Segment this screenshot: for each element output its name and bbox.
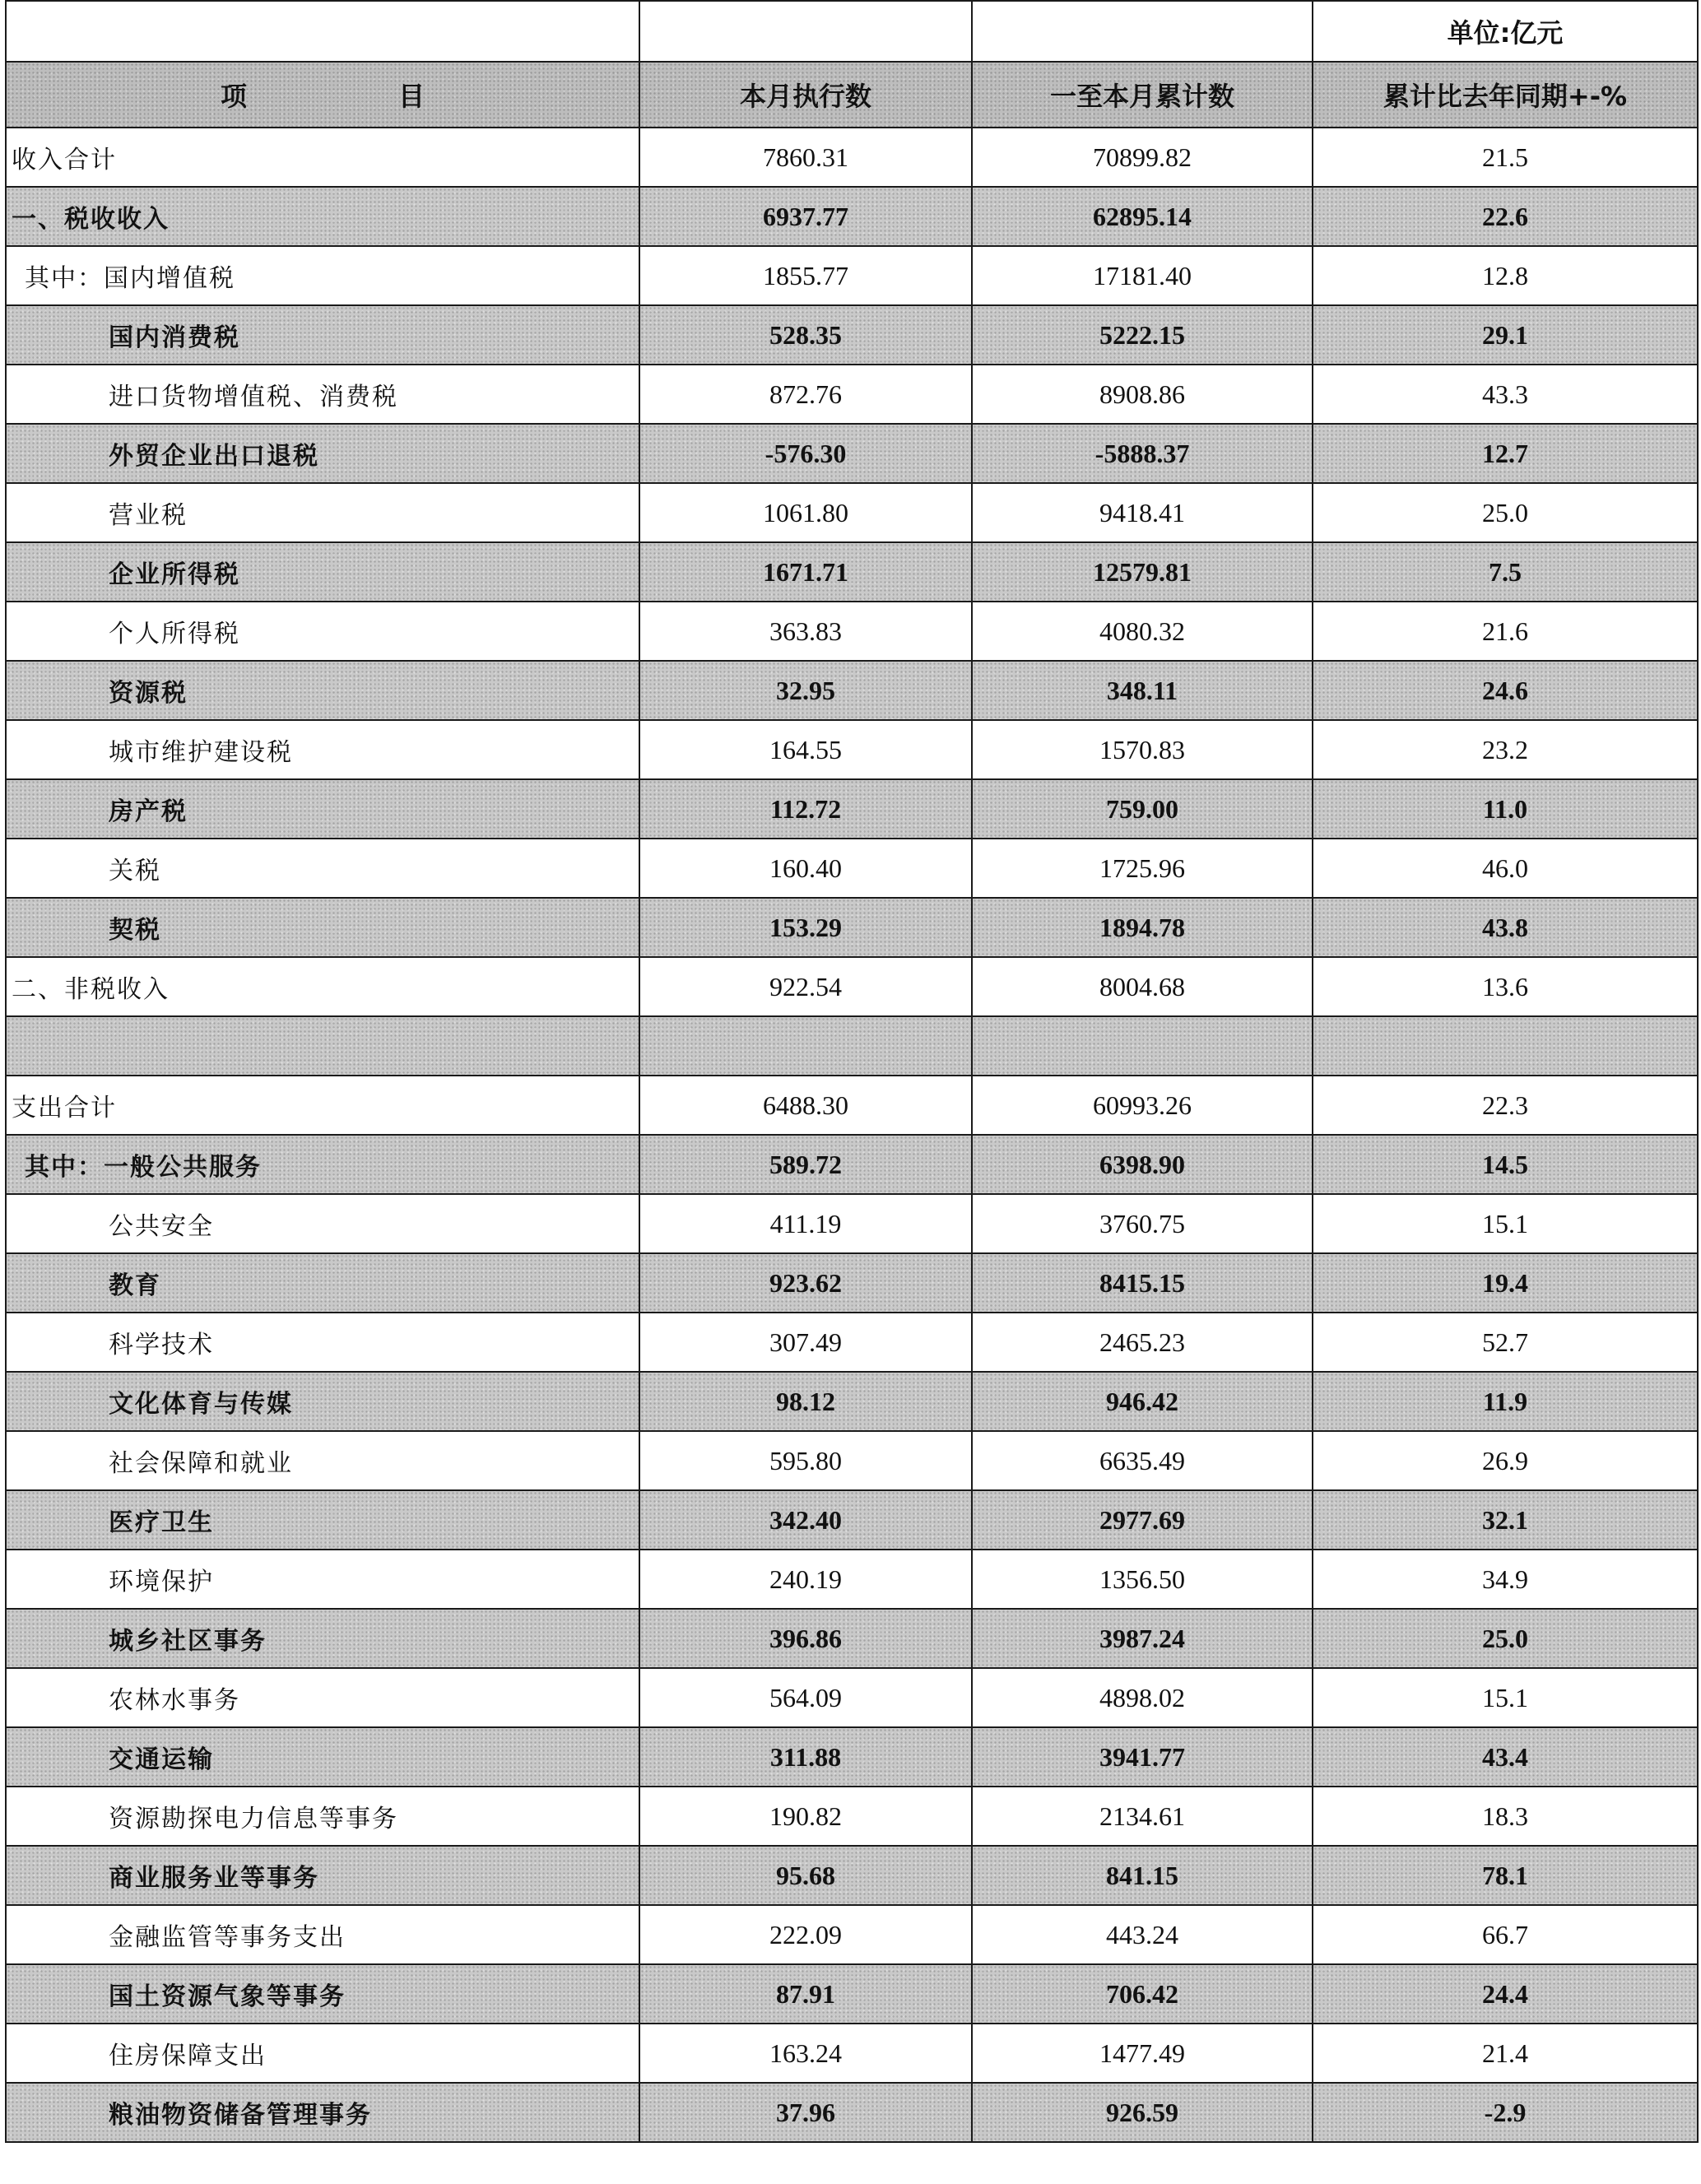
row-label xyxy=(6,1076,639,1135)
row-label-text: 公共安全 xyxy=(109,1212,214,1241)
row-yoy-value: 78.1 xyxy=(1313,1846,1698,1905)
table-row xyxy=(6,246,1698,305)
row-cumulative-value: 946.42 xyxy=(972,1372,1313,1431)
row-label xyxy=(6,365,639,424)
row-cumulative-value: 2977.69 xyxy=(972,1490,1313,1550)
row-label-text: 农林水事务 xyxy=(109,1686,240,1715)
row-month-value: 1671.71 xyxy=(639,542,972,602)
row-month-value: 190.82 xyxy=(639,1787,972,1846)
row-month-value: 112.72 xyxy=(639,779,972,839)
row-month-value: 922.54 xyxy=(639,957,972,1016)
row-yoy-value: 7.5 xyxy=(1313,542,1698,602)
row-cumulative-value: 1570.83 xyxy=(972,720,1313,779)
row-month-value: 307.49 xyxy=(639,1313,972,1372)
row-yoy-value: 32.1 xyxy=(1313,1490,1698,1550)
row-yoy-value: 26.9 xyxy=(1313,1431,1698,1490)
row-yoy-value: 34.9 xyxy=(1313,1550,1698,1609)
row-label-text: 城市维护建设税 xyxy=(109,738,293,767)
fiscal-report-page xyxy=(5,0,1697,2143)
row-yoy-value: 12.8 xyxy=(1313,246,1698,305)
row-label-text: 其中：国内增值税 xyxy=(25,264,235,293)
row-month-value: 595.80 xyxy=(639,1431,972,1490)
row-yoy-value: 22.3 xyxy=(1313,1076,1698,1135)
row-yoy-value: 43.3 xyxy=(1313,365,1698,424)
row-yoy-value: 11.9 xyxy=(1313,1372,1698,1431)
row-label-text: 国土资源气象等事务 xyxy=(109,1982,346,2011)
row-label-text: 社会保障和就业 xyxy=(109,1449,293,1478)
row-month-value: 7860.31 xyxy=(639,128,972,187)
row-label xyxy=(6,1727,639,1787)
header-item-text: 项 目 xyxy=(220,81,458,112)
row-label-text: 金融监管等事务支出 xyxy=(109,1923,346,1952)
table-row xyxy=(6,305,1698,365)
row-label xyxy=(6,720,639,779)
row-label-text: 文化体育与传媒 xyxy=(109,1390,293,1419)
row-month-value: 240.19 xyxy=(639,1550,972,1609)
unit-row-blank-1 xyxy=(6,1,639,62)
table-row xyxy=(6,1135,1698,1194)
row-cumulative-value: 348.11 xyxy=(972,661,1313,720)
row-cumulative-value: 3760.75 xyxy=(972,1194,1313,1253)
header-month: 本月执行数 xyxy=(639,62,972,128)
table-row xyxy=(6,1609,1698,1668)
row-month-value: 153.29 xyxy=(639,898,972,957)
row-cumulative-value: 6635.49 xyxy=(972,1431,1313,1490)
row-cumulative-value: 62895.14 xyxy=(972,187,1313,246)
row-cumulative-value: 2465.23 xyxy=(972,1313,1313,1372)
table-row xyxy=(6,2024,1698,2083)
row-yoy-value: 21.6 xyxy=(1313,602,1698,661)
row-label-text: 商业服务业等事务 xyxy=(109,1864,319,1893)
row-month-value: 98.12 xyxy=(639,1372,972,1431)
row-month-value: 363.83 xyxy=(639,602,972,661)
row-cumulative-value: -5888.37 xyxy=(972,424,1313,483)
row-yoy-value: 46.0 xyxy=(1313,839,1698,898)
table-row xyxy=(6,602,1698,661)
row-label-text: 城乡社区事务 xyxy=(109,1627,267,1656)
row-cumulative-value: 4898.02 xyxy=(972,1668,1313,1727)
row-label xyxy=(6,1668,639,1727)
table-row xyxy=(6,1194,1698,1253)
row-cumulative-value: 2134.61 xyxy=(972,1787,1313,1846)
row-label-text: 营业税 xyxy=(109,501,188,530)
table-row xyxy=(6,365,1698,424)
row-cumulative-value: 443.24 xyxy=(972,1905,1313,1964)
table-row xyxy=(6,1431,1698,1490)
row-label-text: 资源税 xyxy=(109,679,188,708)
row-label xyxy=(6,1550,639,1609)
table-row xyxy=(6,542,1698,602)
row-yoy-value: 21.4 xyxy=(1313,2024,1698,2083)
row-label-text: 交通运输 xyxy=(109,1745,214,1774)
row-month-value: -576.30 xyxy=(639,424,972,483)
row-yoy-value: 18.3 xyxy=(1313,1787,1698,1846)
row-label xyxy=(6,957,639,1016)
row-label-text: 支出合计 xyxy=(12,1094,117,1122)
row-month-value: 564.09 xyxy=(639,1668,972,1727)
row-month-value: 872.76 xyxy=(639,365,972,424)
unit-row-blank-3 xyxy=(972,1,1313,62)
row-label xyxy=(6,1964,639,2024)
row-cumulative-value: 4080.32 xyxy=(972,602,1313,661)
table-row xyxy=(6,1313,1698,1372)
row-month-value: 311.88 xyxy=(639,1727,972,1787)
row-label xyxy=(6,898,639,957)
table-row xyxy=(6,1490,1698,1550)
row-cumulative-value: 926.59 xyxy=(972,2083,1313,2142)
table-row xyxy=(6,957,1698,1016)
row-month-value: 6488.30 xyxy=(639,1076,972,1135)
row-yoy-value: 11.0 xyxy=(1313,779,1698,839)
row-month-value: 1855.77 xyxy=(639,246,972,305)
row-month-value: 160.40 xyxy=(639,839,972,898)
row-label xyxy=(6,1135,639,1194)
row-label-text: 房产税 xyxy=(109,797,188,826)
row-yoy-value: 24.6 xyxy=(1313,661,1698,720)
row-label-text: 粮油物资储备管理事务 xyxy=(109,2101,372,2130)
row-label xyxy=(6,1372,639,1431)
table-row xyxy=(6,1253,1698,1313)
row-month-value: 396.86 xyxy=(639,1609,972,1668)
row-cumulative-value: 706.42 xyxy=(972,1964,1313,2024)
header-row xyxy=(6,62,1698,128)
row-yoy-value: -2.9 xyxy=(1313,2083,1698,2142)
row-cumulative-value: 3941.77 xyxy=(972,1727,1313,1787)
row-month-value: 528.35 xyxy=(639,305,972,365)
row-yoy-value: 14.5 xyxy=(1313,1135,1698,1194)
table-row xyxy=(6,1964,1698,2024)
row-label-text: 住房保障支出 xyxy=(109,2042,267,2070)
row-label xyxy=(6,187,639,246)
row-yoy-value: 15.1 xyxy=(1313,1194,1698,1253)
row-month-value: 1061.80 xyxy=(639,483,972,542)
row-label xyxy=(6,2024,639,2083)
row-label xyxy=(6,1194,639,1253)
row-label xyxy=(6,305,639,365)
row-yoy-value: 52.7 xyxy=(1313,1313,1698,1372)
row-label-text: 医疗卫生 xyxy=(109,1508,214,1537)
row-label xyxy=(6,542,639,602)
table-row xyxy=(6,1727,1698,1787)
table-row xyxy=(6,779,1698,839)
table-row xyxy=(6,720,1698,779)
row-yoy-value: 29.1 xyxy=(1313,305,1698,365)
row-label xyxy=(6,1609,639,1668)
row-yoy-value: 25.0 xyxy=(1313,1609,1698,1668)
row-month-value: 589.72 xyxy=(639,1135,972,1194)
row-month-value xyxy=(639,1016,972,1076)
table-row xyxy=(6,1016,1698,1076)
row-yoy-value: 43.4 xyxy=(1313,1727,1698,1787)
row-label-text: 国内消费税 xyxy=(109,323,240,352)
row-label xyxy=(6,1490,639,1550)
row-label-text: 关税 xyxy=(109,857,161,885)
row-label-text: 科学技术 xyxy=(109,1331,214,1359)
row-month-value: 87.91 xyxy=(639,1964,972,2024)
row-label xyxy=(6,661,639,720)
row-label xyxy=(6,1016,639,1076)
row-month-value: 411.19 xyxy=(639,1194,972,1253)
unit-row xyxy=(6,1,1698,62)
row-label-text: 二、非税收入 xyxy=(12,975,170,1004)
row-cumulative-value: 5222.15 xyxy=(972,305,1313,365)
table-row xyxy=(6,1905,1698,1964)
row-yoy-value: 66.7 xyxy=(1313,1905,1698,1964)
row-cumulative-value: 12579.81 xyxy=(972,542,1313,602)
row-cumulative-value: 8004.68 xyxy=(972,957,1313,1016)
row-label-text: 企业所得税 xyxy=(109,560,240,589)
row-label xyxy=(6,839,639,898)
row-label xyxy=(6,1787,639,1846)
row-month-value: 95.68 xyxy=(639,1846,972,1905)
row-label-text: 收入合计 xyxy=(12,146,117,174)
row-label xyxy=(6,1905,639,1964)
table-row xyxy=(6,2083,1698,2142)
table-row xyxy=(6,187,1698,246)
row-label-text: 外贸企业出口退税 xyxy=(109,442,319,471)
row-month-value: 37.96 xyxy=(639,2083,972,2142)
row-cumulative-value: 8908.86 xyxy=(972,365,1313,424)
row-yoy-value: 24.4 xyxy=(1313,1964,1698,2024)
table-row xyxy=(6,483,1698,542)
unit-row-blank-2 xyxy=(639,1,972,62)
row-label-text: 教育 xyxy=(109,1271,161,1300)
table-row xyxy=(6,128,1698,187)
row-cumulative-value: 60993.26 xyxy=(972,1076,1313,1135)
row-label xyxy=(6,246,639,305)
table-row xyxy=(6,1076,1698,1135)
table-row xyxy=(6,898,1698,957)
table-row xyxy=(6,839,1698,898)
row-cumulative-value xyxy=(972,1016,1313,1076)
table-row xyxy=(6,1372,1698,1431)
unit-label: 单位:亿元 xyxy=(1313,1,1698,62)
row-cumulative-value: 70899.82 xyxy=(972,128,1313,187)
row-cumulative-value: 3987.24 xyxy=(972,1609,1313,1668)
table-row xyxy=(6,1550,1698,1609)
row-month-value: 32.95 xyxy=(639,661,972,720)
row-cumulative-value: 1356.50 xyxy=(972,1550,1313,1609)
row-label xyxy=(6,483,639,542)
row-cumulative-value: 1725.96 xyxy=(972,839,1313,898)
row-label-text: 个人所得税 xyxy=(109,620,240,648)
row-month-value: 163.24 xyxy=(639,2024,972,2083)
row-label xyxy=(6,779,639,839)
row-label-text: 一、税收收入 xyxy=(12,205,170,234)
row-cumulative-value: 6398.90 xyxy=(972,1135,1313,1194)
table-row xyxy=(6,661,1698,720)
table-row xyxy=(6,1787,1698,1846)
row-cumulative-value: 8415.15 xyxy=(972,1253,1313,1313)
row-label xyxy=(6,128,639,187)
row-label xyxy=(6,424,639,483)
fiscal-table xyxy=(5,0,1699,2143)
row-yoy-value: 43.8 xyxy=(1313,898,1698,957)
row-label-text: 进口货物增值税、消费税 xyxy=(109,383,398,411)
row-yoy-value xyxy=(1313,1016,1698,1076)
header-yoy: 累计比去年同期+-% xyxy=(1313,62,1698,128)
row-month-value: 6937.77 xyxy=(639,187,972,246)
row-cumulative-value: 1477.49 xyxy=(972,2024,1313,2083)
row-label xyxy=(6,1313,639,1372)
row-label xyxy=(6,602,639,661)
row-yoy-value: 13.6 xyxy=(1313,957,1698,1016)
row-label xyxy=(6,1431,639,1490)
row-label-text: 资源勘探电力信息等事务 xyxy=(109,1805,398,1833)
row-yoy-value: 25.0 xyxy=(1313,483,1698,542)
table-row xyxy=(6,1668,1698,1727)
row-month-value: 923.62 xyxy=(639,1253,972,1313)
row-month-value: 342.40 xyxy=(639,1490,972,1550)
row-cumulative-value: 17181.40 xyxy=(972,246,1313,305)
row-label xyxy=(6,1846,639,1905)
header-item xyxy=(6,62,639,128)
row-label-text: 环境保护 xyxy=(109,1568,214,1596)
row-cumulative-value: 1894.78 xyxy=(972,898,1313,957)
row-yoy-value: 12.7 xyxy=(1313,424,1698,483)
row-cumulative-value: 759.00 xyxy=(972,779,1313,839)
row-label-text: 其中：一般公共服务 xyxy=(25,1153,262,1182)
row-yoy-value: 19.4 xyxy=(1313,1253,1698,1313)
row-cumulative-value: 841.15 xyxy=(972,1846,1313,1905)
table-row xyxy=(6,1846,1698,1905)
row-month-value: 222.09 xyxy=(639,1905,972,1964)
row-yoy-value: 15.1 xyxy=(1313,1668,1698,1727)
row-month-value: 164.55 xyxy=(639,720,972,779)
row-yoy-value: 21.5 xyxy=(1313,128,1698,187)
row-cumulative-value: 9418.41 xyxy=(972,483,1313,542)
row-label xyxy=(6,2083,639,2142)
row-yoy-value: 22.6 xyxy=(1313,187,1698,246)
row-label-text: 契税 xyxy=(109,916,161,945)
header-cumulative: 一至本月累计数 xyxy=(972,62,1313,128)
table-row xyxy=(6,424,1698,483)
row-label xyxy=(6,1253,639,1313)
row-yoy-value: 23.2 xyxy=(1313,720,1698,779)
